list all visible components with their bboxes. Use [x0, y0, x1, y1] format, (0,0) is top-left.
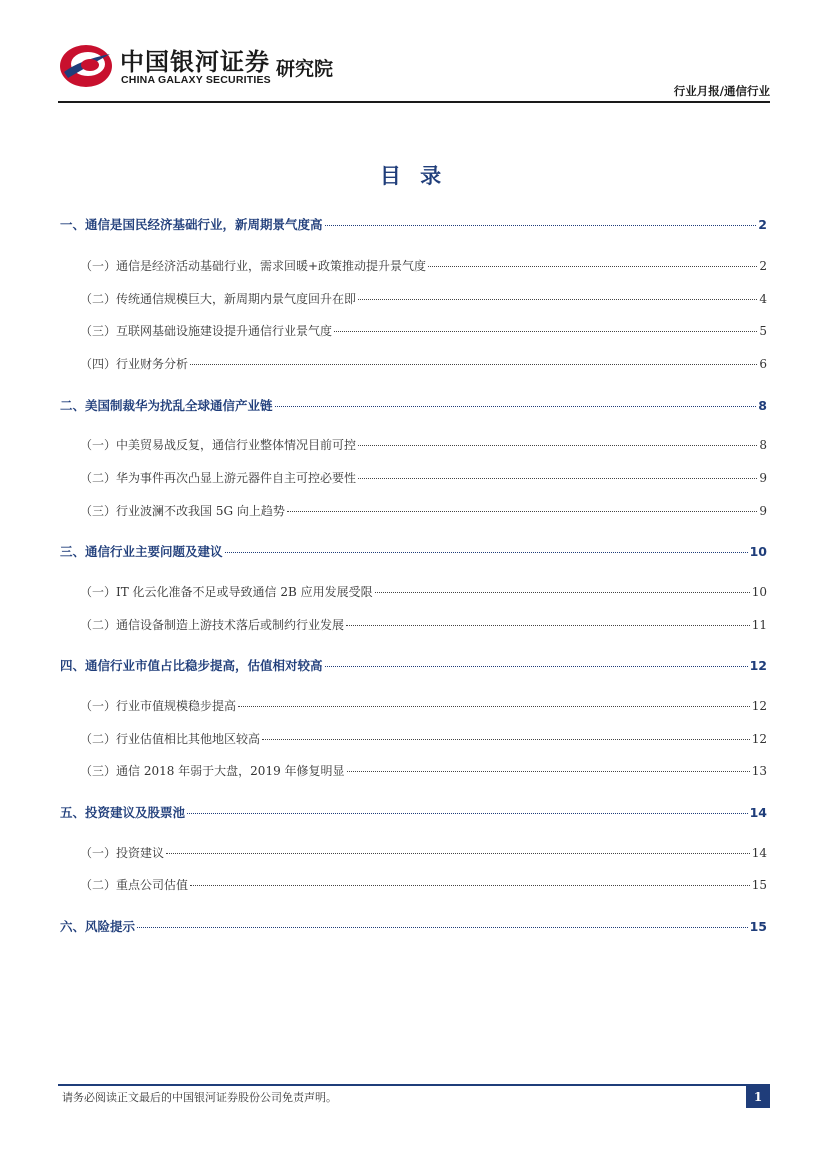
- toc-entry-page: 13: [751, 764, 767, 778]
- toc-entry-title: （二）通信设备制造上游技术落后或制约行业发展: [80, 618, 345, 632]
- toc-section-entry[interactable]: [60, 396, 767, 416]
- toc-entry-page: 10: [751, 585, 767, 599]
- toc-entry-page: 11: [751, 618, 767, 632]
- toc-entry-title: 六、风险提示: [60, 919, 136, 934]
- toc-subsection-entry[interactable]: [80, 697, 767, 717]
- toc-entry-page: 14: [749, 805, 767, 820]
- toc-entry-title: （三）行业波澜不改我国 5G 向上趋势: [80, 504, 285, 518]
- toc-leader-dots: [346, 615, 750, 626]
- toc-leader-dots: [358, 435, 757, 446]
- toc-entry-page: 12: [751, 699, 767, 713]
- toc-subsection-entry[interactable]: [80, 436, 767, 456]
- toc-entry-title: 二、美国制裁华为扰乱全球通信产业链: [60, 398, 273, 413]
- toc-section-entry[interactable]: [60, 803, 767, 823]
- toc-subsection-entry[interactable]: [80, 616, 767, 636]
- toc-subsection-entry[interactable]: [80, 844, 767, 864]
- toc-entry-title: （二）行业估值相比其他地区较高: [80, 732, 261, 746]
- toc-entry-page: 9: [759, 504, 767, 518]
- toc-leader-dots: [358, 468, 757, 479]
- report-type: 行业月报/通信行业: [673, 84, 770, 98]
- toc-leader-dots: [238, 696, 750, 707]
- toc-entry-page: 4: [759, 292, 767, 306]
- toc-subsection-entry[interactable]: [80, 876, 767, 896]
- toc-entry-title: 一、通信是国民经济基础行业，新周期景气度高: [60, 217, 323, 232]
- toc-entry-title: （三）互联网基础设施建设提升通信行业景气度: [80, 324, 333, 338]
- page-header: [58, 38, 770, 102]
- toc-leader-dots: [190, 875, 750, 886]
- toc-leader-dots: [137, 917, 748, 928]
- toc-entry-page: 2: [758, 217, 767, 232]
- toc-entry-title: （一）通信是经济活动基础行业，需求回暖+政策推动提升景气度: [80, 259, 427, 273]
- toc-leader-dots: [275, 396, 757, 407]
- toc-entry-title: （二）华为事件再次凸显上游元器件自主可控必要性: [80, 471, 357, 485]
- toc-leader-dots: [225, 542, 748, 553]
- logo-english-name: CHINA GALAXY SECURITIES: [121, 74, 271, 86]
- toc-leader-dots: [347, 761, 750, 772]
- toc-entry-title: （一）投资建议: [80, 846, 165, 860]
- toc-entry-title: （二）重点公司估值: [80, 878, 189, 892]
- toc-subsection-entry[interactable]: [80, 355, 767, 375]
- toc-leader-dots: [187, 803, 748, 814]
- toc-leader-dots: [325, 656, 748, 667]
- toc-subsection-entry[interactable]: [80, 762, 767, 782]
- toc-leader-dots: [358, 289, 757, 300]
- toc-leader-dots: [287, 501, 758, 512]
- footer-divider: [58, 1084, 770, 1086]
- footer-disclaimer: 请务必阅读正文最后的中国银河证券股份公司免责声明。: [62, 1091, 337, 1104]
- toc-subsection-entry[interactable]: [80, 583, 767, 603]
- toc-entry-page: 15: [751, 878, 767, 892]
- toc-leader-dots: [334, 321, 757, 332]
- toc-entry-page: 8: [759, 438, 767, 452]
- toc-entry-page: 9: [759, 471, 767, 485]
- toc-entry-page: 14: [751, 846, 767, 860]
- toc-entry-page: 6: [759, 357, 767, 371]
- logo-chinese-name: 中国银河证券: [120, 48, 270, 76]
- galaxy-logo-icon: [58, 42, 114, 90]
- toc-leader-dots: [428, 256, 757, 267]
- toc-entry-title: （四）行业财务分析: [80, 357, 189, 371]
- toc-entry-title: （一）IT 化云化准备不足或导致通信 2B 应用发展受限: [80, 585, 373, 599]
- toc-subsection-entry[interactable]: [80, 469, 767, 489]
- toc-entry-page: 5: [759, 324, 767, 338]
- toc-leader-dots: [166, 843, 750, 854]
- toc-section-entry[interactable]: [60, 542, 767, 562]
- toc-leader-dots: [262, 729, 750, 740]
- toc-subsection-entry[interactable]: [80, 730, 767, 750]
- toc-entry-title: （三）通信 2018 年弱于大盘，2019 年修复明显: [80, 764, 345, 778]
- toc-subsection-entry[interactable]: [80, 290, 767, 310]
- toc-leader-dots: [325, 215, 757, 226]
- toc-title: 目 录: [379, 164, 448, 188]
- toc-entry-title: 三、通信行业主要问题及建议: [60, 544, 223, 559]
- toc-subsection-entry[interactable]: [80, 322, 767, 342]
- toc-entry-page: 10: [749, 544, 767, 559]
- logo-institute: 研究院: [276, 58, 334, 80]
- toc-entry-page: 12: [751, 732, 767, 746]
- toc-entry-title: 五、投资建议及股票池: [60, 805, 186, 820]
- toc-subsection-entry[interactable]: [80, 502, 767, 522]
- toc-section-entry[interactable]: [60, 917, 767, 937]
- toc-entry-page: 15: [749, 919, 767, 934]
- toc-entry-page: 2: [759, 259, 767, 273]
- page-number: 1: [746, 1086, 770, 1108]
- toc-entry-page: 8: [758, 398, 767, 413]
- toc-entry-page: 12: [749, 658, 767, 673]
- toc-section-entry[interactable]: [60, 656, 767, 676]
- toc-section-entry[interactable]: [60, 215, 767, 235]
- toc-entry-title: 四、通信行业市值占比稳步提高，估值相对较高: [60, 658, 323, 673]
- toc-entry-title: （一）中美贸易战反复，通信行业整体情况目前可控: [80, 438, 357, 452]
- header-divider: [58, 101, 770, 103]
- toc-leader-dots: [190, 354, 757, 365]
- toc-entry-title: （二）传统通信规模巨大，新周期内景气度回升在即: [80, 292, 357, 306]
- toc-leader-dots: [375, 582, 750, 593]
- toc-entry-title: （一）行业市值规模稳步提高: [80, 699, 237, 713]
- toc-subsection-entry[interactable]: [80, 257, 767, 277]
